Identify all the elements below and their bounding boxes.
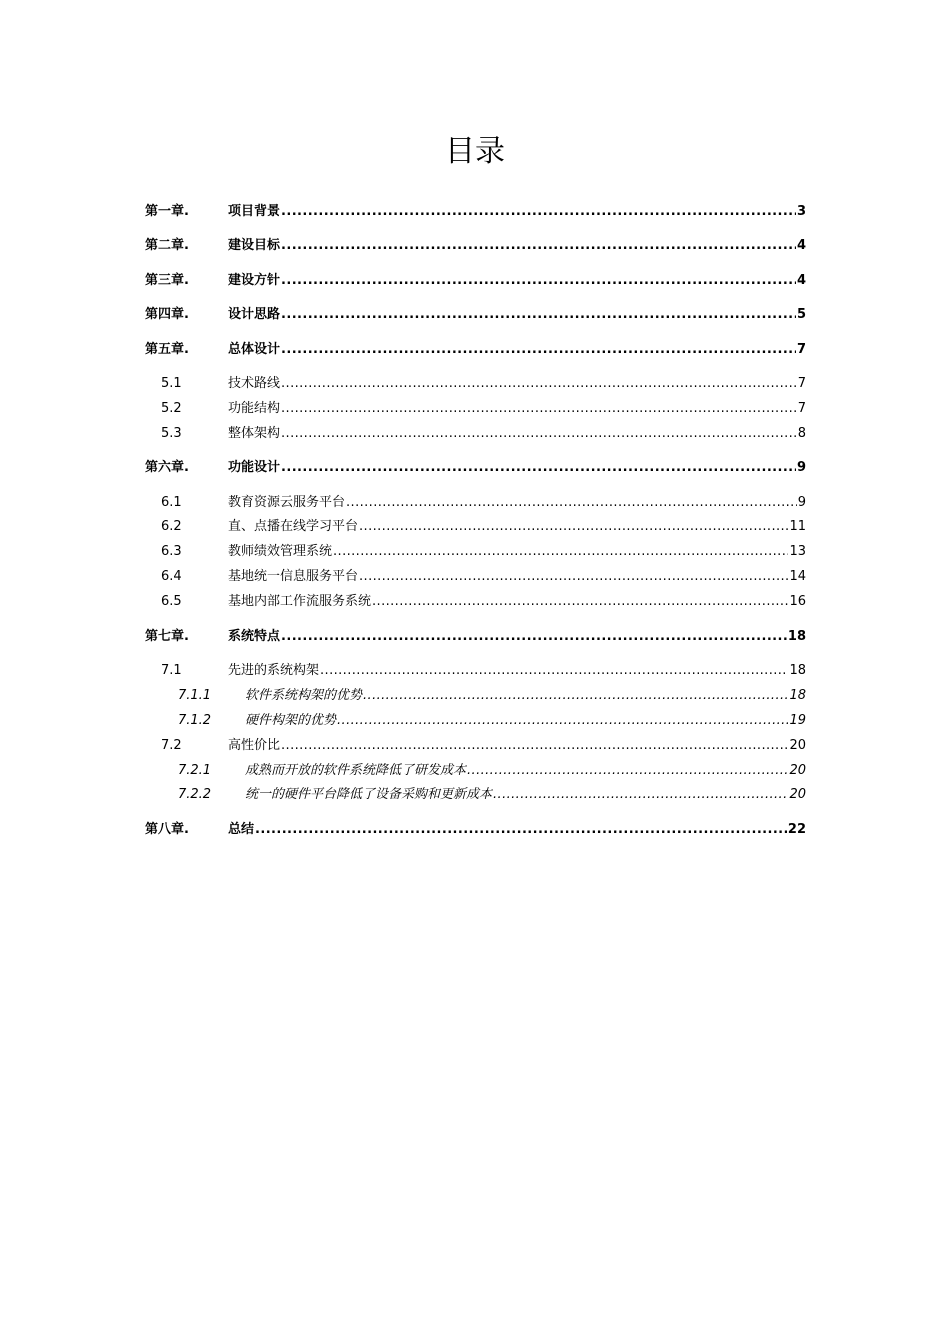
- toc-entry[interactable]: [145, 340, 806, 360]
- toc-dot-leader: [467, 761, 788, 781]
- toc-entry-number: 7.1.1: [178, 688, 212, 703]
- toc-entry[interactable]: [145, 686, 806, 706]
- toc-entry-page-number: 18: [787, 629, 806, 644]
- toc-entry-title: 高性价比: [228, 738, 281, 753]
- toc-dot-leader: [281, 424, 797, 444]
- toc-entry[interactable]: [145, 458, 806, 478]
- toc-entry-title: 直、点播在线学习平台: [228, 519, 359, 534]
- toc-entry-title: 总结: [228, 822, 255, 837]
- toc-entry-title: 系统特点: [228, 629, 281, 644]
- toc-entry-page-number: 19: [789, 713, 806, 728]
- toc-entry-title: 教师绩效管理系统: [228, 544, 333, 559]
- toc-title: 目录: [445, 134, 505, 169]
- toc-dot-leader: [359, 517, 788, 537]
- toc-entry-number: 第四章.: [145, 307, 189, 322]
- toc-dot-leader: [255, 820, 787, 840]
- toc-entry[interactable]: [145, 592, 806, 612]
- toc-entry-page-number: 9: [796, 460, 806, 475]
- toc-entry[interactable]: [145, 236, 806, 256]
- toc-dot-leader: [281, 374, 797, 394]
- toc-entry[interactable]: [145, 424, 806, 444]
- toc-entry[interactable]: [145, 493, 806, 513]
- toc-entry-title: 设计思路: [228, 307, 281, 322]
- toc-dot-leader: [281, 627, 787, 647]
- toc-dot-leader: [493, 785, 788, 805]
- toc-entry-page-number: 20: [789, 763, 806, 778]
- toc-entry-page-number: 9: [797, 495, 806, 510]
- toc-dot-leader: [281, 340, 796, 360]
- toc-entry[interactable]: [145, 305, 806, 325]
- toc-entry-number: 5.3: [161, 426, 182, 441]
- toc-entry-title: 先进的系统构架: [228, 663, 320, 678]
- toc-entry-title: 统一的硬件平台降低了设备采购和更新成本: [245, 787, 493, 802]
- toc-entry-page-number: 7: [797, 401, 806, 416]
- toc-entry[interactable]: [145, 567, 806, 587]
- toc-entry-page-number: 14: [789, 569, 806, 584]
- toc-entry-title: 成熟而开放的软件系统降低了研发成本: [245, 763, 467, 778]
- toc-dot-leader: [281, 236, 796, 256]
- toc-dot-leader: [363, 686, 788, 706]
- toc-entry-title: 建设目标: [228, 238, 281, 253]
- toc-entry[interactable]: [145, 517, 806, 537]
- toc-entry[interactable]: [145, 399, 806, 419]
- toc-entry-number: 第七章.: [145, 629, 189, 644]
- toc-entry[interactable]: [145, 542, 806, 562]
- toc-entry-number: 7.2.2: [178, 787, 212, 802]
- toc-entry[interactable]: [145, 711, 806, 731]
- toc-entry-page-number: 22: [787, 822, 806, 837]
- toc-entry-number: 6.2: [161, 519, 182, 534]
- toc-entry-page-number: 13: [789, 544, 806, 559]
- toc-entry[interactable]: [145, 661, 806, 681]
- toc-entry-page-number: 18: [789, 688, 806, 703]
- toc-entry-title: 技术路线: [228, 376, 281, 391]
- toc-entry-page-number: 11: [789, 519, 806, 534]
- toc-entry-number: 7.2.1: [178, 763, 212, 778]
- toc-entry-title: 软件系统构架的优势: [245, 688, 363, 703]
- toc-dot-leader: [337, 711, 788, 731]
- toc-entry-number: 6.5: [161, 594, 182, 609]
- toc-entry-page-number: 4: [796, 273, 806, 288]
- toc-entry-page-number: 4: [796, 238, 806, 253]
- toc-entry-number: 第八章.: [145, 822, 189, 837]
- toc-entry-number: 7.1.2: [178, 713, 212, 728]
- toc-dot-leader: [320, 661, 788, 681]
- toc-dot-leader: [281, 399, 797, 419]
- toc-dot-leader: [346, 493, 797, 513]
- toc-entry-number: 第三章.: [145, 273, 189, 288]
- toc-entry[interactable]: [145, 627, 806, 647]
- toc-entry-page-number: 8: [797, 426, 806, 441]
- toc-dot-leader: [333, 542, 788, 562]
- toc-dot-leader: [281, 271, 796, 291]
- toc-entry-title: 整体架构: [228, 426, 281, 441]
- toc-entry-title: 总体设计: [228, 342, 281, 357]
- toc-entry[interactable]: [145, 736, 806, 756]
- toc-dot-leader: [372, 592, 788, 612]
- toc-entry-number: 第六章.: [145, 460, 189, 475]
- toc-entry[interactable]: [145, 202, 806, 222]
- toc-entry-title: 教育资源云服务平台: [228, 495, 346, 510]
- toc-entry[interactable]: [145, 820, 806, 840]
- toc-dot-leader: [281, 202, 796, 222]
- toc-entry-page-number: 7: [797, 376, 806, 391]
- toc-entry-page-number: 20: [789, 787, 806, 802]
- toc-entry-page-number: 20: [789, 738, 806, 753]
- toc-entry[interactable]: [145, 271, 806, 291]
- toc-dot-leader: [281, 305, 796, 325]
- toc-entry-number: 6.1: [161, 495, 182, 510]
- toc-entry-page-number: 3: [796, 204, 806, 219]
- toc-entry-title: 功能设计: [228, 460, 281, 475]
- toc-entry-page-number: 5: [796, 307, 806, 322]
- toc-entry-number: 6.3: [161, 544, 182, 559]
- toc-entry-number: 5.1: [161, 376, 182, 391]
- toc-dot-leader: [281, 458, 796, 478]
- toc-entry-number: 第二章.: [145, 238, 189, 253]
- toc-entry-title: 硬件构架的优势: [245, 713, 337, 728]
- toc-entry-page-number: 7: [796, 342, 806, 357]
- toc-dot-leader: [359, 567, 788, 587]
- toc-entry-number: 6.4: [161, 569, 182, 584]
- toc-entry-number: 5.2: [161, 401, 182, 416]
- toc-entry-page-number: 16: [789, 594, 806, 609]
- toc-dot-leader: [281, 736, 788, 756]
- toc-entry-title: 建设方针: [228, 273, 281, 288]
- toc-entry-page-number: 18: [789, 663, 806, 678]
- toc-entry-number: 第一章.: [145, 204, 189, 219]
- toc-entry-title: 基地统一信息服务平台: [228, 569, 359, 584]
- toc-entry-number: 第五章.: [145, 342, 189, 357]
- toc-entry-title: 基地内部工作流服务系统: [228, 594, 372, 609]
- toc-entry[interactable]: [145, 785, 806, 805]
- toc-entry[interactable]: [145, 374, 806, 394]
- toc-entry-number: 7.1: [161, 663, 182, 678]
- toc-entry[interactable]: [145, 761, 806, 781]
- toc-entry-title: 项目背景: [228, 204, 281, 219]
- toc-entry-title: 功能结构: [228, 401, 281, 416]
- toc-entry-number: 7.2: [161, 738, 182, 753]
